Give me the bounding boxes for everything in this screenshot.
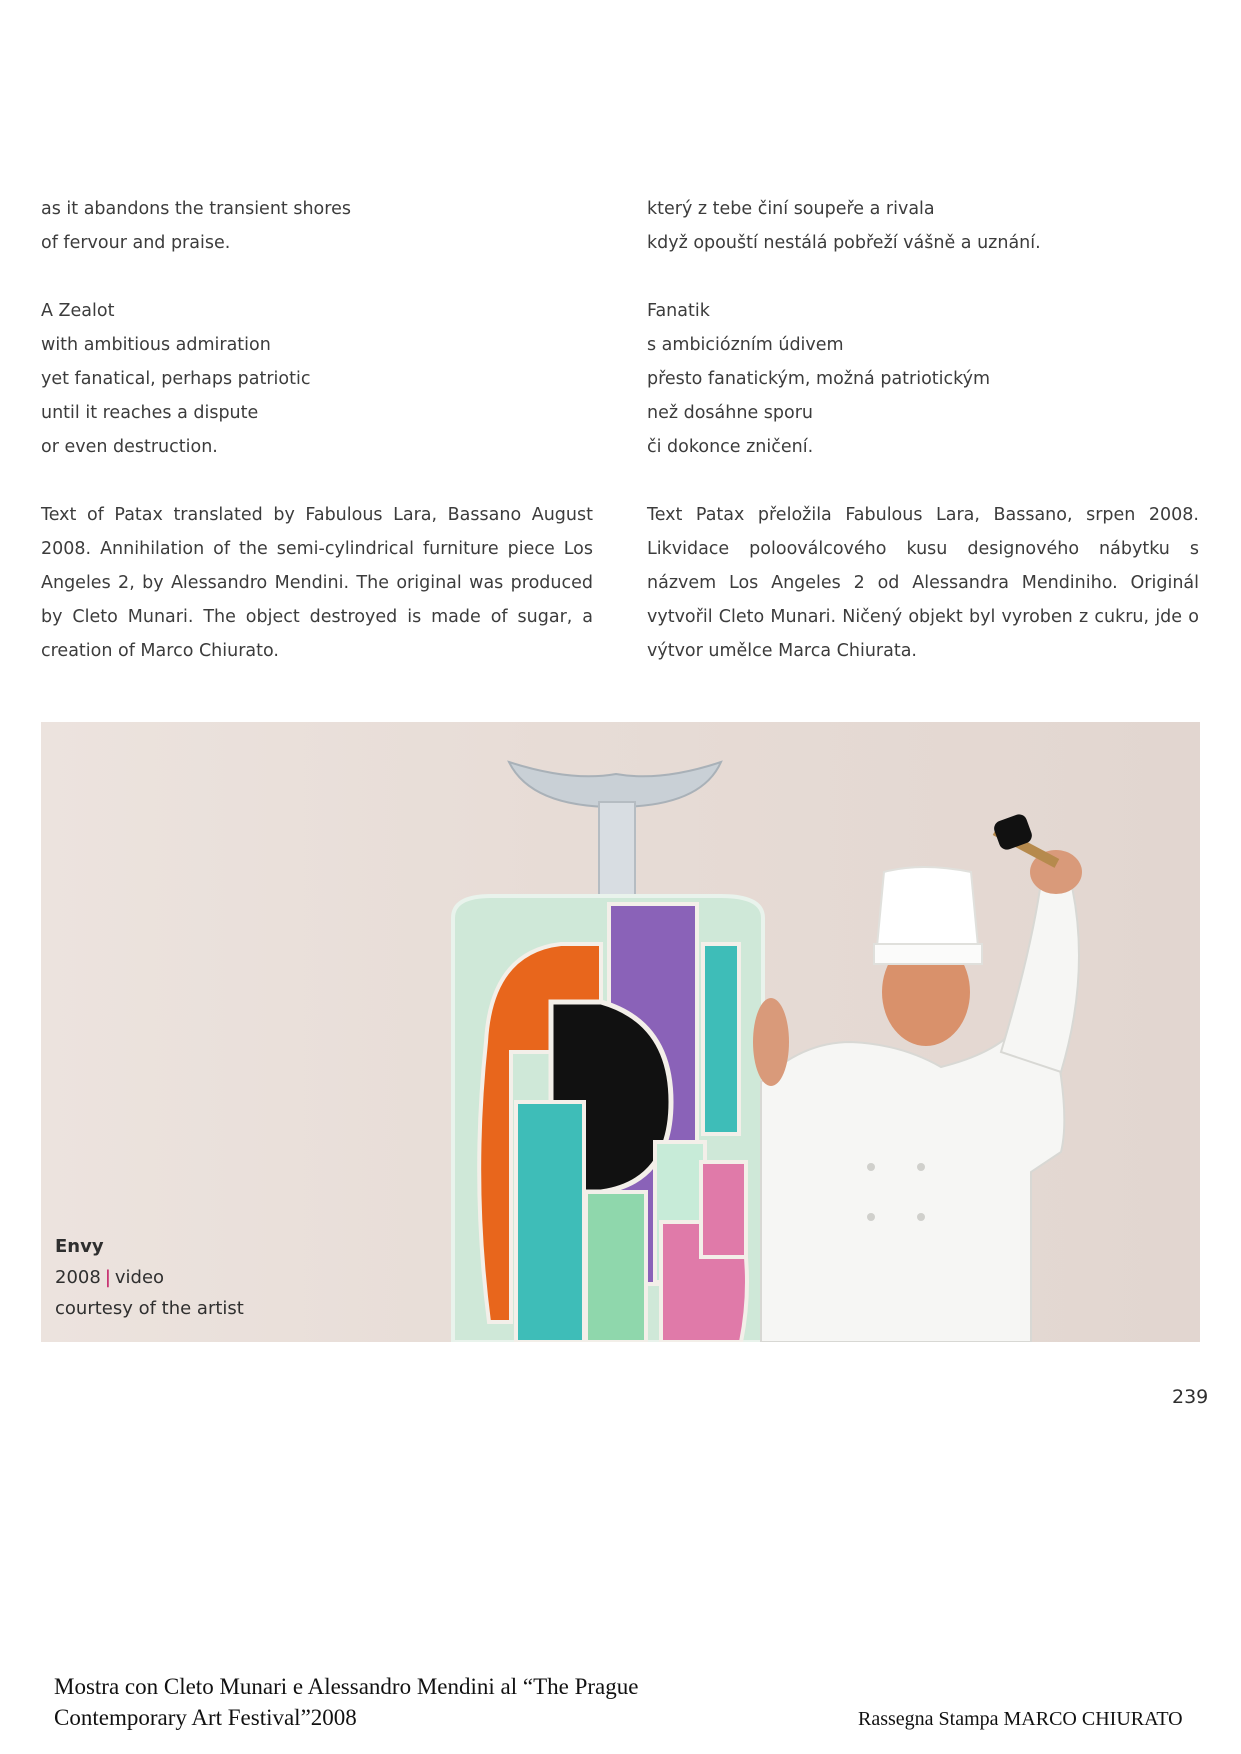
poem-line: než dosáhne sporu [647, 403, 813, 423]
czech-stanza-2 [647, 294, 1199, 464]
czech-stanza-1 [647, 192, 1199, 260]
poem-line: s ambiciózním údivem [647, 335, 844, 355]
poem-line: když opouští nestálá pobřeží vášně a uznání. [647, 233, 1041, 253]
photo-caption [55, 1231, 244, 1324]
english-stanza-1 [41, 192, 593, 260]
press-review-footer: Rassegna Stampa MARCO CHIURATO [858, 1708, 1183, 1730]
english-column [41, 192, 593, 668]
poem-line: který z tebe činí soupeře a rivala [647, 199, 935, 219]
poem-line: A Zealot [41, 301, 115, 321]
poem-line: as it abandons the transient shores [41, 199, 351, 219]
artwork-photo [41, 722, 1200, 1342]
poem-line: či dokonce zničení. [647, 437, 814, 457]
poem-line: with ambitious admiration [41, 335, 271, 355]
english-translation-note: Text of Patax translated by Fabulous Lara, Bassano August 2008. Annihilation of the semi-cylindrical furniture piece Los Angeles 2, by Alessandro Mendini. The original was produced by Cleto Munari. The object destroyed is made of sugar, a creation of Marco Chiurato. [41, 505, 593, 661]
poem-line: yet fanatical, perhaps patriotic [41, 369, 311, 389]
artwork-medium: video [114, 1267, 165, 1288]
caption-separator: | [104, 1267, 111, 1288]
artwork-title: Envy [55, 1236, 104, 1257]
poem-line: of fervour and praise. [41, 233, 231, 253]
english-stanza-2 [41, 294, 593, 464]
sugar-sculpture [453, 896, 763, 1342]
poem-line: Fanatik [647, 301, 710, 321]
page-number: 239 [1172, 1386, 1209, 1408]
artwork-credit: courtesy of the artist [55, 1298, 244, 1319]
artwork-year: 2008 [55, 1267, 101, 1288]
poem-line: přesto fanatickým, možná patriotickým [647, 369, 991, 389]
chef-figure [753, 812, 1082, 1342]
czech-column [647, 192, 1199, 668]
poem-line: until it reaches a dispute [41, 403, 259, 423]
poem-line: or even destruction. [41, 437, 218, 457]
sculpture-top-ornament [509, 762, 721, 902]
czech-translation-note: Text Patax přeložila Fabulous Lara, Bassano, srpen 2008. Likvidace polooválcového kusu designového nábytku s názvem Los Angeles 2 od Alessandra Mendiniho. Originál vytvořil Cleto Munari. Ničený objekt byl vyroben z cukru, jde o výtvor umělce Marca Chiurata. [647, 505, 1199, 661]
exhibition-footer: Mostra con Cleto Munari e Alessandro Mendini al “The Prague Contemporary Art Festival”2008 [54, 1674, 639, 1730]
